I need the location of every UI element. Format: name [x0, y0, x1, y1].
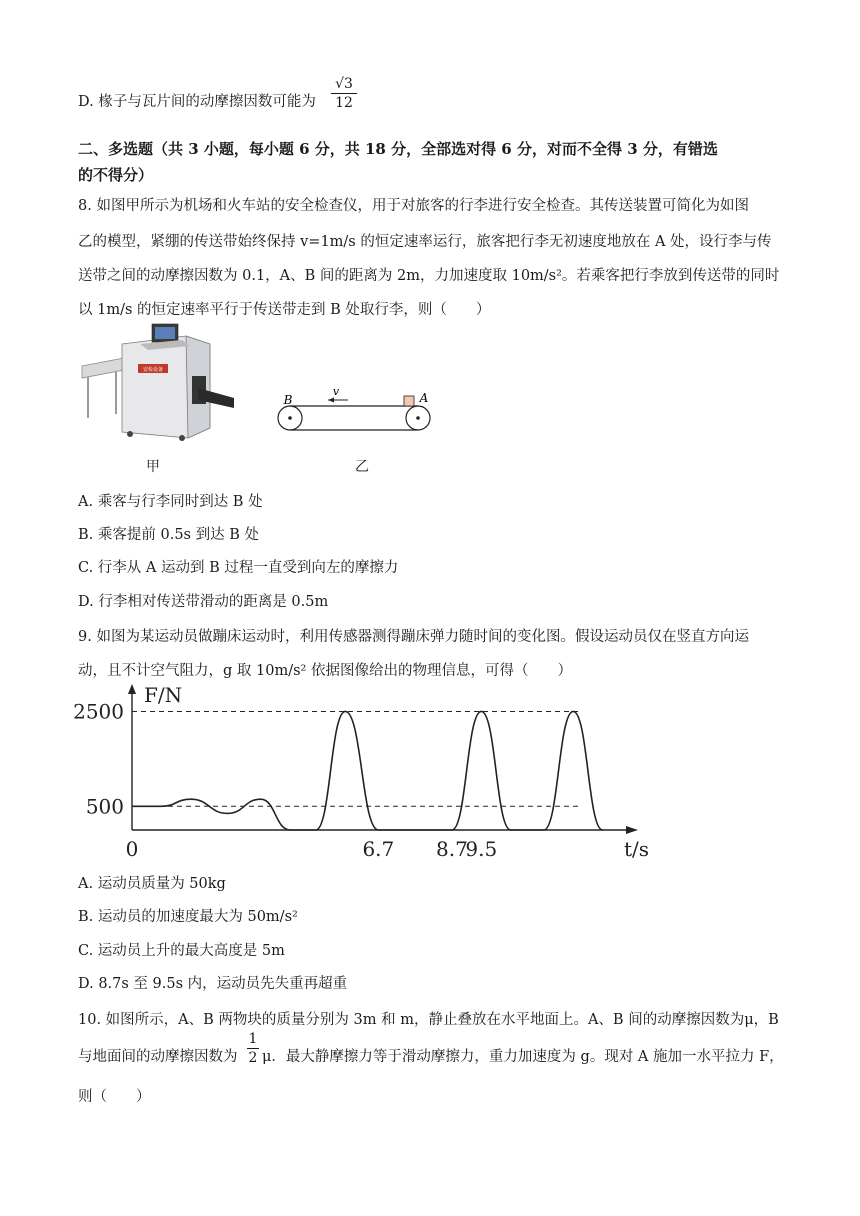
point-a-label: A: [419, 391, 429, 405]
q7-option-d-fraction: [331, 76, 357, 111]
y-tick-label-500: 500: [85, 794, 124, 819]
x-tick-label-2: 8.7: [435, 837, 468, 860]
q8-stem-line3: 送带之间的动摩擦因数为 0.1，A、B 间的距离为 2m，力加速度取 10m/s²。若乘客把行李放到传送带的同时: [78, 268, 780, 284]
y-axis-label: F/N: [144, 684, 183, 707]
force-series-line: [132, 711, 603, 830]
fraction-denominator: 12: [335, 95, 353, 111]
fraction-bar: [331, 93, 357, 94]
machine-brand-text: 安检设备: [142, 367, 164, 373]
q10-fraction: [247, 1031, 259, 1066]
velocity-label: v: [332, 385, 340, 398]
q9-option-a: A. 运动员质量为 50kg: [78, 876, 226, 892]
point-b-label: B: [283, 393, 293, 407]
x-tick-label-1: 6.7: [362, 837, 395, 860]
q9-option-d: D. 8.7s 至 9.5s 内，运动员先失重再超重: [78, 976, 348, 992]
figure-caption-jia: 甲: [146, 459, 160, 475]
y-axis-arrow: [128, 684, 136, 694]
x-axis-label: t/s: [624, 837, 650, 860]
q8-stem-line1: 8. 如图甲所示为机场和火车站的安全检查仪，用于对旅客的行李进行安全检查。其传送装置可简化为如图: [78, 198, 749, 214]
q10-stem-line2a: 与地面间的动摩擦因数为: [78, 1049, 238, 1065]
y-tick-label-2500: 2500: [73, 699, 124, 724]
fraction-bar: [247, 1048, 259, 1049]
q7-option-d-text: D. 椽子与瓦片间的动摩擦因数可能为: [78, 94, 316, 110]
force-time-chart: [70, 684, 650, 860]
q8-stem-line2: 乙的模型，紧绷的传送带始终保持 v=1m/s 的恒定速率运行，旅客把行李无初速度地放在 A 处，设行李与传: [78, 234, 772, 250]
q9-option-b: B. 运动员的加速度最大为 50m/s²: [78, 909, 298, 925]
q9-stem-line2: 动，且不计空气阻力，g 取 10m/s² 依据图像给出的物理信息，可得（ ）: [78, 663, 572, 679]
q10-stem-line1: 10. 如图所示，A、B 两物块的质量分别为 3m 和 m，静止叠放在水平地面上。A、B 间的动摩擦因数为μ，B: [78, 1012, 779, 1028]
section-heading-line2: 的不得分）: [78, 166, 154, 184]
fraction-denominator: 2: [248, 1050, 258, 1066]
q8-option-d: D. 行李相对传送带滑动的距离是 0.5m: [78, 594, 329, 610]
figure-caption-yi: 乙: [355, 459, 369, 475]
x-tick-label-0: 0: [125, 837, 139, 860]
q9-stem-line1: 9. 如图为某运动员做蹦床运动时，利用传感器测得蹦床弹力随时间的变化图。假设运动员仅在竖直方向运: [78, 629, 749, 645]
q8-option-b: B. 乘客提前 0.5s 到达 B 处: [78, 527, 259, 543]
fraction-numerator: √3: [335, 76, 353, 92]
section-heading-line1: 二、多选题（共 3 小题，每小题 6 分，共 18 分，全部选对得 6 分，对而不全得 3 分，有错选: [78, 140, 718, 158]
q8-stem-line4: 以 1m/s 的恒定速率平行于传送带走到 B 处取行李，则（ ）: [78, 302, 491, 318]
security-scanner-figure: [78, 322, 238, 446]
q10-stem-line2b: μ．最大静摩擦力等于滑动摩擦力，重力加速度为 g。现对 A 施加一水平拉力 F，: [262, 1049, 784, 1065]
q8-option-c: C. 行李从 A 运动到 B 过程一直受到向左的摩擦力: [78, 560, 399, 576]
x-tick-label-3: 9.5: [465, 837, 498, 860]
x-axis-arrow: [626, 826, 638, 834]
q10-stem-line3: 则（ ）: [78, 1089, 151, 1105]
fraction-numerator: 1: [248, 1031, 258, 1047]
conveyor-belt-diagram: [270, 360, 440, 440]
q7-option-d: [78, 90, 316, 111]
q9-option-c: C. 运动员上升的最大高度是 5m: [78, 943, 285, 959]
q8-option-a: A. 乘客与行李同时到达 B 处: [78, 494, 263, 510]
